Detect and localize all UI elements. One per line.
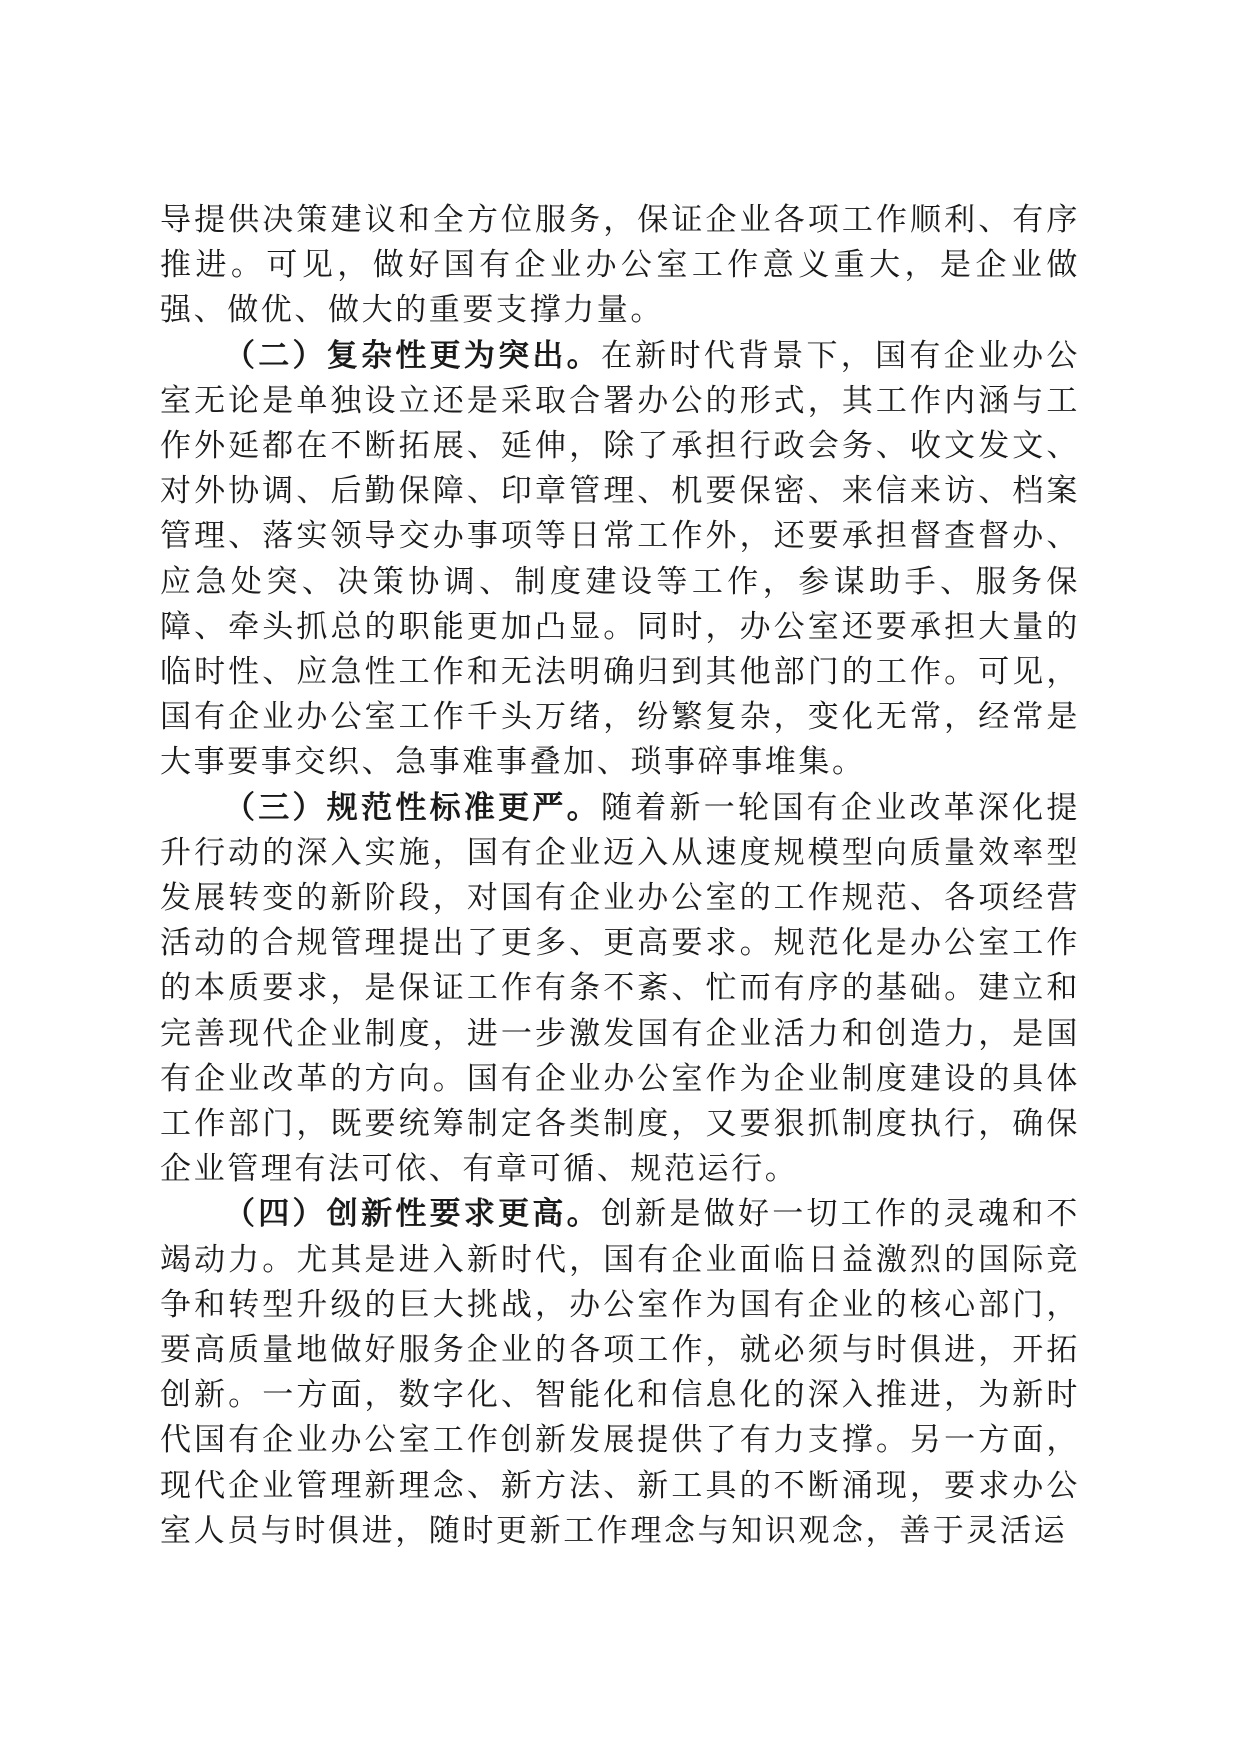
paragraph-text: 导提供决策建议和全方位服务，保证企业各项工作顺利、有序推进。可见，做好国有企业办公室工作意义重大，是企业做强、做优、做大的重要支撑力量。 bbox=[160, 202, 1080, 329]
paragraph-text: 创新是做好一切工作的灵魂和不竭动力。尤其是进入新时代，国有企业面临日益激烈的国际竞争和转型升级的巨大挑战，办公室作为国有企业的核心部门，要高质量地做好服务企业的各项工作，就必须与时俱进，开拓创新。一方面，数字化、智能化和信息化的深入推进，为新时代国有企业办公室工作创新发展提供了有力支撑。另一方面，现代企业管理新理念、新方法、新工具的不断涌现，要求办公室人员与时俱进，随时更新工作理念与知识观念，善于灵活运 bbox=[160, 1196, 1080, 1549]
document-body bbox=[160, 198, 1080, 1554]
section-heading-complexity: （二）复杂性更为突出。 bbox=[224, 337, 601, 374]
paragraph-text: 在新时代背景下，国有企业办公室无论是单独设立还是采取合署办公的形式，其工作内涵与工作外延都在不断拓展、延伸，除了承担行政会务、收文发文、对外协调、后勤保障、印章管理、机要保密、来信来访、档案管理、落实领导交办事项等日常工作外，还要承担督查督办、应急处突、决策协调、制度建设等工作，参谋助手、服务保障、牵头抓总的职能更加凸显。同时，办公室还要承担大量的临时性、应急性工作和无法明确归到其他部门的工作。可见，国有企业办公室工作千头万绪，纷繁复杂，变化无常，经常是大事要事交织、急事难事叠加、琐事碎事堆集。 bbox=[160, 337, 1080, 781]
paragraph-standardization bbox=[160, 786, 1080, 1193]
paragraph-text: 随着新一轮国有企业改革深化提升行动的深入实施，国有企业迈入从速度规模型向质量效率型发展转变的新阶段，对国有企业办公室的工作规范、各项经营活动的合规管理提出了更多、更高要求。规范化是办公室工作的本质要求，是保证工作有条不紊、忙而有序的基础。建立和完善现代企业制度，进一步激发国有企业活力和创造力，是国有企业改革的方向。国有企业办公室作为企业制度建设的具体工作部门，既要统筹制定各类制度，又要狠抓制度执行，确保企业管理有法可依、有章可循、规范运行。 bbox=[160, 789, 1080, 1188]
paragraph-innovation bbox=[160, 1192, 1080, 1554]
paragraph-complexity bbox=[160, 334, 1080, 786]
section-heading-innovation: （四）创新性要求更高。 bbox=[224, 1196, 601, 1233]
section-heading-standardization: （三）规范性标准更严。 bbox=[224, 789, 601, 826]
paragraph-continuation bbox=[160, 198, 1080, 334]
